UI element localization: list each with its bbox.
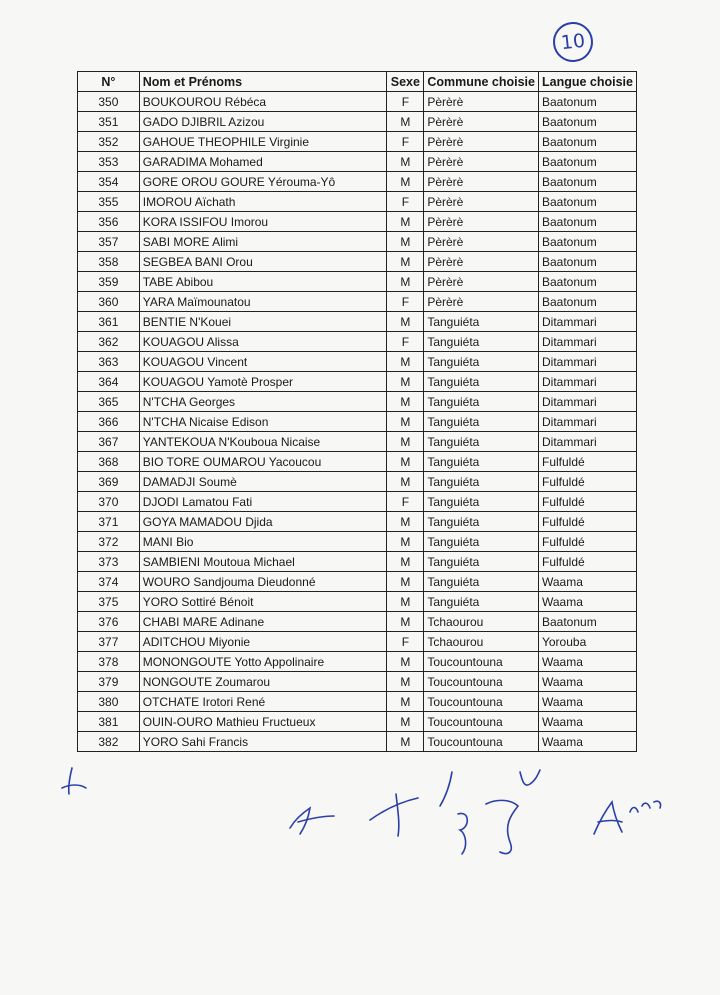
cell-sex: M [387, 252, 424, 272]
cell-name: N'TCHA Nicaise Edison [139, 412, 387, 432]
cell-number: 356 [78, 212, 140, 232]
cell-commune: Tanguiéta [424, 352, 539, 372]
cell-name: KOUAGOU Alissa [139, 332, 387, 352]
cell-langue: Ditammari [538, 432, 636, 452]
cell-langue: Baatonum [538, 612, 636, 632]
table-row [78, 292, 637, 312]
table-row [78, 692, 637, 712]
cell-number: 368 [78, 452, 140, 472]
cell-sex: M [387, 732, 424, 752]
table-row [78, 592, 637, 612]
table-row [78, 552, 637, 572]
table-body [78, 92, 637, 752]
cell-sex: M [387, 392, 424, 412]
cell-commune: Toucountouna [424, 712, 539, 732]
cell-commune: Tanguiéta [424, 492, 539, 512]
table-row [78, 172, 637, 192]
cell-sex: M [387, 612, 424, 632]
table-row [78, 712, 637, 732]
cell-name: WOURO Sandjouma Dieudonné [139, 572, 387, 592]
cell-name: ADITCHOU Miyonie [139, 632, 387, 652]
cell-number: 362 [78, 332, 140, 352]
signature-mark-6 [594, 801, 661, 834]
cell-commune: Tanguiéta [424, 392, 539, 412]
cell-number: 365 [78, 392, 140, 412]
table-row [78, 612, 637, 632]
header-langue: Langue choisie [538, 72, 636, 92]
cell-name: GAHOUE THEOPHILE Virginie [139, 132, 387, 152]
cell-sex: M [387, 672, 424, 692]
cell-number: 366 [78, 412, 140, 432]
cell-commune: Pèrèrè [424, 272, 539, 292]
cell-number: 372 [78, 532, 140, 552]
cell-langue: Ditammari [538, 332, 636, 352]
cell-sex: M [387, 352, 424, 372]
cell-number: 352 [78, 132, 140, 152]
table-row [78, 392, 637, 412]
cell-sex: M [387, 232, 424, 252]
cell-number: 359 [78, 272, 140, 292]
cell-commune: Tchaourou [424, 632, 539, 652]
cell-number: 380 [78, 692, 140, 712]
table-row [78, 312, 637, 332]
cell-name: N'TCHA Georges [139, 392, 387, 412]
cell-name: GOYA MAMADOU Djida [139, 512, 387, 532]
cell-langue: Waama [538, 652, 636, 672]
cell-number: 374 [78, 572, 140, 592]
cell-langue: Ditammari [538, 412, 636, 432]
table-header-row [78, 72, 637, 92]
cell-commune: Pèrèrè [424, 92, 539, 112]
cell-name: YORO Sahi Francis [139, 732, 387, 752]
table-row [78, 572, 637, 592]
cell-sex: M [387, 432, 424, 452]
cell-langue: Fulfuldé [538, 472, 636, 492]
cell-sex: M [387, 512, 424, 532]
table-row [78, 152, 637, 172]
cell-langue: Fulfuldé [538, 532, 636, 552]
cell-commune: Tanguiéta [424, 512, 539, 532]
cell-commune: Tanguiéta [424, 452, 539, 472]
cell-name: KORA ISSIFOU Imorou [139, 212, 387, 232]
cell-langue: Waama [538, 572, 636, 592]
cell-number: 370 [78, 492, 140, 512]
cell-commune: Pèrèrè [424, 112, 539, 132]
signatures-area [0, 750, 720, 900]
table-row [78, 512, 637, 532]
cell-commune: Toucountouna [424, 672, 539, 692]
signature-mark-4 [440, 772, 467, 854]
cell-langue: Yorouba [538, 632, 636, 652]
signature-mark-5 [486, 770, 540, 854]
cell-commune: Tanguiéta [424, 372, 539, 392]
cell-number: 357 [78, 232, 140, 252]
cell-commune: Tanguiéta [424, 472, 539, 492]
cell-name: YARA Maïmounatou [139, 292, 387, 312]
cell-commune: Toucountouna [424, 652, 539, 672]
cell-name: MANI Bio [139, 532, 387, 552]
cell-name: GADO DJIBRIL Azizou [139, 112, 387, 132]
table-row [78, 372, 637, 392]
cell-commune: Pèrèrè [424, 152, 539, 172]
cell-sex: M [387, 272, 424, 292]
cell-sex: M [387, 532, 424, 552]
cell-langue: Baatonum [538, 132, 636, 152]
cell-name: IMOROU Aïchath [139, 192, 387, 212]
cell-number: 381 [78, 712, 140, 732]
cell-commune: Tanguiéta [424, 412, 539, 432]
cell-sex: M [387, 572, 424, 592]
cell-number: 355 [78, 192, 140, 212]
cell-commune: Tanguiéta [424, 572, 539, 592]
cell-commune: Pèrèrè [424, 292, 539, 312]
cell-name: KOUAGOU Vincent [139, 352, 387, 372]
cell-langue: Fulfuldé [538, 492, 636, 512]
cell-langue: Waama [538, 592, 636, 612]
cell-commune: Tchaourou [424, 612, 539, 632]
cell-commune: Tanguiéta [424, 552, 539, 572]
cell-sex: M [387, 212, 424, 232]
cell-name: MONONGOUTE Yotto Appolinaire [139, 652, 387, 672]
cell-langue: Waama [538, 692, 636, 712]
table-row [78, 732, 637, 752]
cell-langue: Baatonum [538, 272, 636, 292]
header-commune: Commune choisie [424, 72, 539, 92]
cell-sex: M [387, 652, 424, 672]
cell-sex: F [387, 332, 424, 352]
cell-number: 375 [78, 592, 140, 612]
cell-sex: M [387, 592, 424, 612]
cell-sex: M [387, 152, 424, 172]
cell-sex: F [387, 132, 424, 152]
table-row [78, 432, 637, 452]
cell-sex: M [387, 692, 424, 712]
cell-number: 377 [78, 632, 140, 652]
signature-mark-1 [62, 768, 86, 794]
cell-name: NONGOUTE Zoumarou [139, 672, 387, 692]
cell-langue: Waama [538, 732, 636, 752]
header-name: Nom et Prénoms [139, 72, 387, 92]
cell-langue: Baatonum [538, 292, 636, 312]
table-row [78, 652, 637, 672]
cell-name: BENTIE N'Kouei [139, 312, 387, 332]
cell-commune: Pèrèrè [424, 172, 539, 192]
table-row [78, 252, 637, 272]
cell-name: GORE OROU GOURE Yérouma-Yô [139, 172, 387, 192]
signature-mark-3 [370, 794, 418, 836]
cell-commune: Pèrèrè [424, 132, 539, 152]
cell-number: 378 [78, 652, 140, 672]
cell-number: 382 [78, 732, 140, 752]
header-number: N° [78, 72, 140, 92]
header-sex: Sexe [387, 72, 424, 92]
cell-commune: Tanguiéta [424, 312, 539, 332]
table-row [78, 452, 637, 472]
cell-name: SABI MORE Alimi [139, 232, 387, 252]
table-row [78, 672, 637, 692]
cell-number: 371 [78, 512, 140, 532]
cell-langue: Fulfuldé [538, 452, 636, 472]
cell-commune: Toucountouna [424, 692, 539, 712]
cell-langue: Baatonum [538, 112, 636, 132]
table-row [78, 92, 637, 112]
cell-langue: Waama [538, 712, 636, 732]
table-row [78, 212, 637, 232]
cell-number: 351 [78, 112, 140, 132]
cell-langue: Waama [538, 672, 636, 692]
cell-number: 376 [78, 612, 140, 632]
cell-name: OUIN-OURO Mathieu Fructueux [139, 712, 387, 732]
cell-number: 367 [78, 432, 140, 452]
cell-commune: Pèrèrè [424, 192, 539, 212]
cell-name: DJODI Lamatou Fati [139, 492, 387, 512]
cell-number: 354 [78, 172, 140, 192]
cell-langue: Baatonum [538, 92, 636, 112]
cell-number: 353 [78, 152, 140, 172]
table-row [78, 112, 637, 132]
table-row [78, 632, 637, 652]
cell-langue: Ditammari [538, 372, 636, 392]
cell-langue: Baatonum [538, 152, 636, 172]
cell-sex: F [387, 292, 424, 312]
cell-commune: Tanguiéta [424, 532, 539, 552]
cell-number: 369 [78, 472, 140, 492]
cell-langue: Baatonum [538, 252, 636, 272]
table-row [78, 492, 637, 512]
cell-langue: Ditammari [538, 392, 636, 412]
cell-number: 363 [78, 352, 140, 372]
table-row [78, 332, 637, 352]
cell-sex: F [387, 632, 424, 652]
cell-number: 350 [78, 92, 140, 112]
handwritten-page-number: 10 [551, 20, 595, 64]
cell-sex: F [387, 92, 424, 112]
cell-sex: M [387, 312, 424, 332]
cell-langue: Baatonum [538, 192, 636, 212]
cell-number: 379 [78, 672, 140, 692]
table-row [78, 132, 637, 152]
cell-sex: M [387, 552, 424, 572]
signature-mark-2 [290, 808, 334, 834]
table-row [78, 192, 637, 212]
cell-commune: Pèrèrè [424, 232, 539, 252]
cell-sex: M [387, 412, 424, 432]
cell-sex: F [387, 492, 424, 512]
cell-name: DAMADJI Soumè [139, 472, 387, 492]
cell-commune: Pèrèrè [424, 212, 539, 232]
cell-commune: Toucountouna [424, 732, 539, 752]
cell-langue: Baatonum [538, 172, 636, 192]
cell-sex: M [387, 712, 424, 732]
cell-name: GARADIMA Mohamed [139, 152, 387, 172]
cell-number: 373 [78, 552, 140, 572]
cell-sex: M [387, 172, 424, 192]
cell-number: 360 [78, 292, 140, 312]
cell-langue: Ditammari [538, 352, 636, 372]
cell-name: KOUAGOU Yamotè Prosper [139, 372, 387, 392]
cell-langue: Ditammari [538, 312, 636, 332]
cell-sex: M [387, 372, 424, 392]
cell-sex: M [387, 452, 424, 472]
cell-number: 361 [78, 312, 140, 332]
table-row [78, 532, 637, 552]
cell-name: SEGBEA BANI Orou [139, 252, 387, 272]
cell-commune: Pèrèrè [424, 252, 539, 272]
table-row [78, 352, 637, 372]
cell-commune: Tanguiéta [424, 432, 539, 452]
table-row [78, 272, 637, 292]
cell-commune: Tanguiéta [424, 332, 539, 352]
cell-langue: Baatonum [538, 212, 636, 232]
cell-langue: Fulfuldé [538, 552, 636, 572]
cell-sex: M [387, 112, 424, 132]
cell-name: CHABI MARE Adinane [139, 612, 387, 632]
cell-name: YANTEKOUA N'Kouboua Nicaise [139, 432, 387, 452]
cell-name: YORO Sottiré Bénoit [139, 592, 387, 612]
table-row [78, 412, 637, 432]
cell-name: BIO TORE OUMAROU Yacoucou [139, 452, 387, 472]
table-row [78, 472, 637, 492]
cell-langue: Fulfuldé [538, 512, 636, 532]
cell-name: OTCHATE Irotori René [139, 692, 387, 712]
cell-sex: F [387, 192, 424, 212]
table-row [78, 232, 637, 252]
cell-name: TABE Abibou [139, 272, 387, 292]
cell-name: BOUKOUROU Rébéca [139, 92, 387, 112]
cell-number: 358 [78, 252, 140, 272]
candidates-table [77, 71, 637, 752]
cell-number: 364 [78, 372, 140, 392]
cell-langue: Baatonum [538, 232, 636, 252]
cell-name: SAMBIENI Moutoua Michael [139, 552, 387, 572]
cell-commune: Tanguiéta [424, 592, 539, 612]
cell-sex: M [387, 472, 424, 492]
